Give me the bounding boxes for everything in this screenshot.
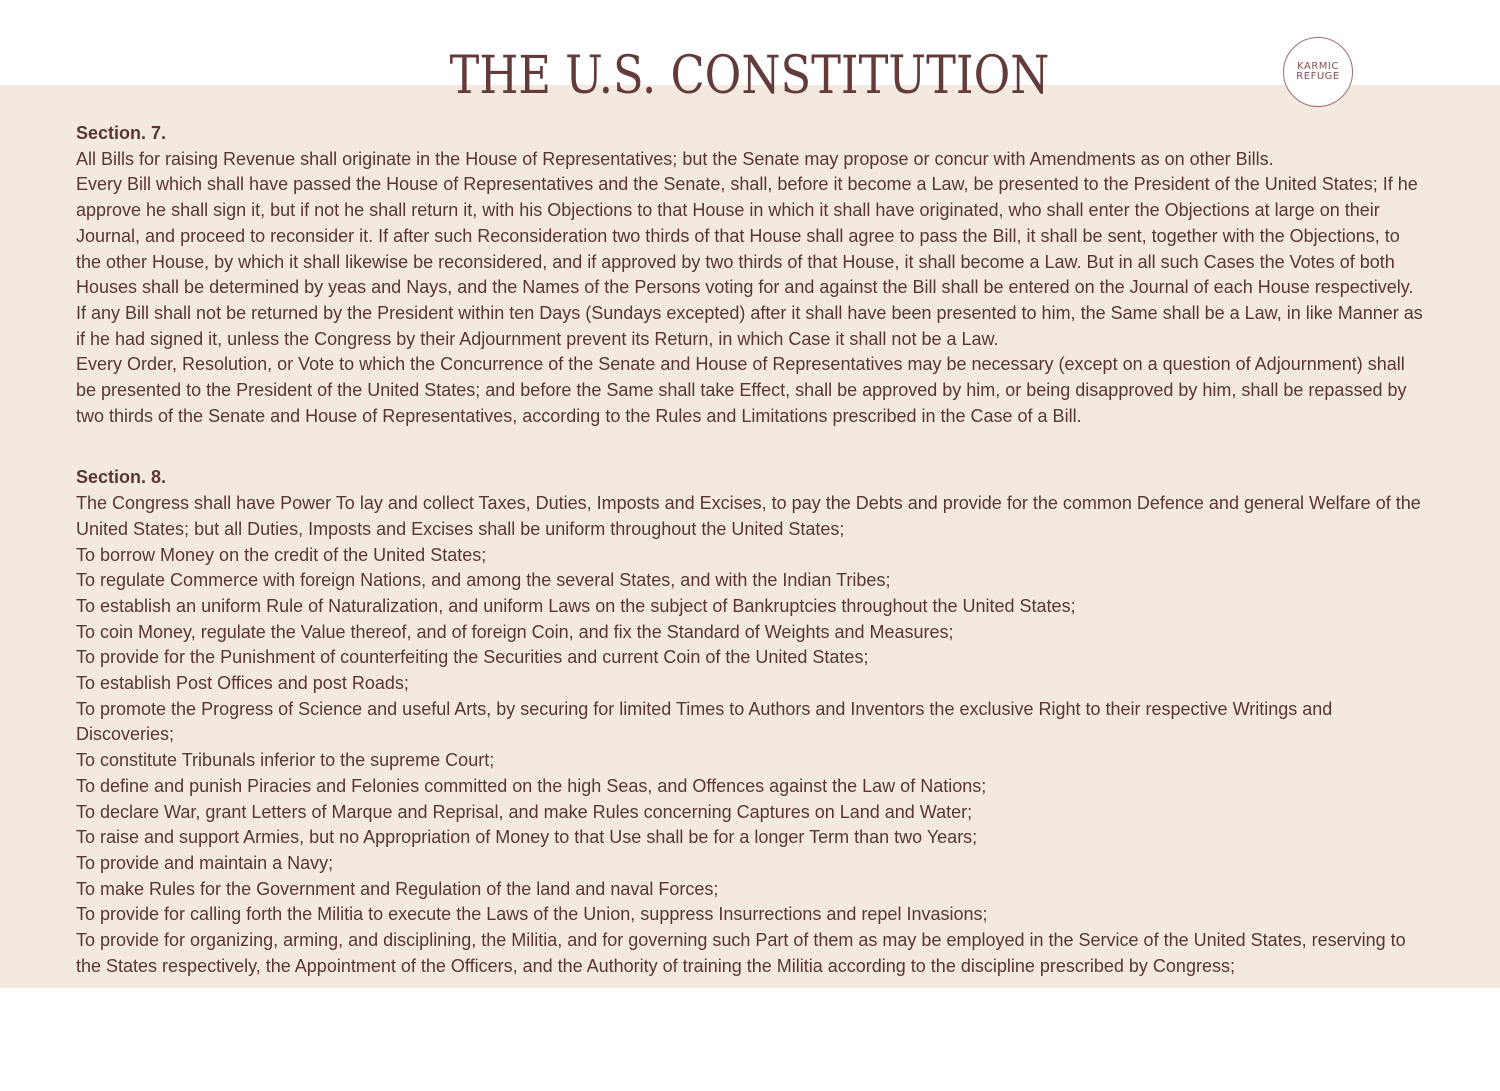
- section-paragraph: To provide for calling forth the Militia to execute the Laws of the Union, suppress Insurrections and repel Invasions;: [76, 904, 988, 925]
- section-paragraph: To raise and support Armies, but no Appropriation of Money to that Use shall be for a longer Term than two Years;: [76, 827, 978, 848]
- section-heading: Section. 7.: [76, 123, 167, 143]
- section-paragraph: To constitute Tribunals inferior to the supreme Court;: [76, 750, 495, 771]
- karmic-refuge-logo: [1283, 37, 1353, 107]
- section-paragraph: The Congress shall have Power To lay and collect Taxes, Duties, Imposts and Excises, to pay the Debts and provide for the common Defence and general Welfare of the United States; but all Duties, Imposts and Excises shall be uniform throughout the United States;: [76, 493, 1421, 539]
- section-paragraph: To coin Money, regulate the Value thereof, and of foreign Coin, and fix the Standard of Weights and Measures;: [76, 621, 954, 642]
- section-heading: Section. 8.: [76, 467, 167, 488]
- section-paragraph: To declare War, grant Letters of Marque and Reprisal, and make Rules concerning Captures on Land and Water;: [76, 801, 973, 822]
- section-paragraph: To borrow Money on the credit of the United States;: [76, 544, 487, 565]
- section-8: [76, 465, 1426, 979]
- section-paragraph: To define and punish Piracies and Felonies committed on the high Seas, and Offences against the Law of Nations;: [76, 775, 987, 796]
- document-body: [76, 121, 1426, 980]
- section-paragraph: Every Order, Resolution, or Vote to which the Concurrence of the Senate and House of Representatives may be necessary (except on a question of Adjournment) shall be presented to the President of the United States; and before the Same shall take Effect, shall be approved by him, or being disapproved by him, shall be repassed by two thirds of the Senate and House of Representatives, according to the Rules and Limitations prescribed in the Case of a Bill.: [76, 354, 1407, 426]
- section-7: [76, 121, 1426, 429]
- section-paragraph: Every Bill which shall have passed the House of Representatives and the Senate, shall, before it become a Law, be presented to the President of the United States; If he approve he shall sign it, but if not he shall return it, with his Objections to that House in which it shall have originated, who shall enter the Objections at large on their Journal, and proceed to reconsider it. If after such Reconsideration two thirds of that House shall agree to pass the Bill, it shall be sent, together with the Objections, to the other House, by which it shall likewise be reconsidered, and if approved by two thirds of that House, it shall become a Law. But in all such Cases the Votes of both Houses shall be determined by yeas and Nays, and the Names of the Persons voting for and against the Bill shall be entered on the Journal of each House respectively. If any Bill shall not be returned by the President within ten Days (Sundays excepted) after it shall have been presented to him, the Same shall be a Law, in like Manner as if he had signed it, unless the Congress by their Adjournment prevent its Return, in which Case it shall not be a Law.: [76, 174, 1423, 349]
- section-paragraph: To regulate Commerce with foreign Nations, and among the several States, and with the Indian Tribes;: [76, 570, 891, 591]
- section-spacer: [76, 429, 1426, 465]
- logo-line-1: KARMIC: [1297, 61, 1339, 72]
- logo-line-2: REFUGE: [1296, 71, 1340, 82]
- section-paragraph: All Bills for raising Revenue shall originate in the House of Representatives; but the Senate may propose or concur with Amendments as on other Bills.: [76, 148, 1274, 169]
- section-paragraph: To provide for organizing, arming, and disciplining, the Militia, and for governing such Part of them as may be employed in the Service of the United States, reserving to the States respectively, the Appointment of the Officers, and the Authority of training the Militia according to the discipline prescribed by Congress;: [76, 930, 1406, 976]
- page-title: THE U.S. CONSTITUTION: [449, 46, 1050, 106]
- section-paragraph: To promote the Progress of Science and useful Arts, by securing for limited Times to Authors and Inventors the exclusive Right to their respective Writings and Discoveries;: [76, 698, 1333, 745]
- section-paragraph: To provide and maintain a Navy;: [76, 852, 334, 873]
- section-paragraph: To make Rules for the Government and Regulation of the land and naval Forces;: [76, 878, 719, 899]
- section-paragraph: To provide for the Punishment of counterfeiting the Securities and current Coin of the United States;: [76, 647, 869, 668]
- section-paragraph: To establish an uniform Rule of Naturalization, and uniform Laws on the subject of Bankruptcies throughout the United States;: [76, 595, 1076, 616]
- section-paragraph: To establish Post Offices and post Roads;: [76, 673, 409, 694]
